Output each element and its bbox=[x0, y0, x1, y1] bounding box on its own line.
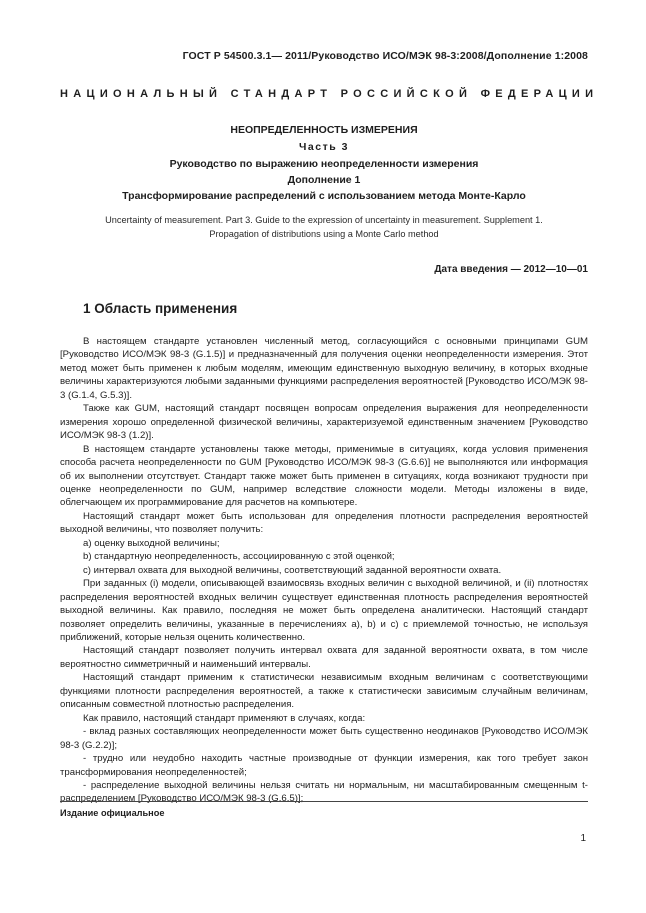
paragraph: Настоящий стандарт позволяет получить интервал охвата для заданной вероятности охвата, в том числе вероятностно симметричный и наименьший интервалы. bbox=[60, 645, 588, 670]
official-edition-label: Издание официальное bbox=[60, 808, 165, 818]
list-item: - распределение выходной величины нельзя считать ни нормальным, ни масштабированным смещенным t-распределением [Руководство ИСО/МЭК 98-3 (G.6.5)]; bbox=[60, 779, 588, 805]
english-title-line-2: Propagation of distributions using a Monte Carlo method bbox=[209, 229, 439, 239]
english-title bbox=[60, 213, 588, 241]
list-item: c) интервал охвата для выходной величины, соответствующий заданной вероятности охвата. bbox=[83, 564, 502, 576]
paragraph: Настоящий стандарт может быть использован для определения плотности распределения вероятностей выходной величины, что позволяет получить: bbox=[60, 510, 588, 536]
section-body bbox=[60, 335, 588, 806]
footer-divider bbox=[60, 801, 588, 802]
title-line-1: НЕОПРЕДЕЛЕННОСТЬ ИЗМЕРЕНИЯ bbox=[230, 124, 418, 136]
list-item: a) оценку выходной величины; bbox=[83, 537, 220, 549]
running-header: ГОСТ Р 54500.3.1— 2011/Руководство ИСО/МЭК 98-3:2008/Дополнение 1:2008 bbox=[182, 50, 588, 62]
list-item: - вклад разных составляющих неопределенности может быть существенно неодинаков [Руководство ИСО/МЭК 98-3 (G.2.2)]; bbox=[60, 726, 588, 751]
section-title: 1 Область применения bbox=[83, 301, 238, 316]
list-item: - трудно или неудобно находить частные производные от функции измерения, как того требует закон трансформирования неопределенностей; bbox=[60, 753, 588, 778]
title-part: Часть 3 bbox=[299, 141, 349, 153]
title-line-3: Руководство по выражению неопределенности измерения bbox=[169, 158, 479, 170]
national-standard-banner: НАЦИОНАЛЬНЫЙ СТАНДАРТ РОССИЙСКОЙ ФЕДЕРАЦИИ bbox=[60, 88, 599, 100]
paragraph: При заданных (i) модели, описывающей взаимосвязь входных величин с выходной величиной, и (ii) плотностях распределения вероятностей входных величин существует единственная плотность распределения вероятностей выходной величины. Как правило, последняя не может быть определена аналитически. Настоящий стандарт позволяет определить величины, указанные в перечислениях a), b) и c) с приемлемой точностью, не используя приближений, которые нельзя оценить количественно. bbox=[60, 578, 588, 643]
paragraph: Также как GUM, настоящий стандарт посвящен вопросам определения выражения для неопределенности измерения хорошо определенной физической величины, характеризуемой единственным значением [Руководство ИСО/МЭК 98-3 (1.2)]. bbox=[60, 403, 588, 442]
introduction-date: Дата введения — 2012—10—01 bbox=[434, 264, 588, 275]
list-item: b) стандартную неопределенность, ассоциированную с этой оценкой; bbox=[83, 551, 395, 563]
english-title-line-1: Uncertainty of measurement. Part 3. Guide to the expression of uncertainty in measurement. Supplement 1. bbox=[105, 215, 543, 225]
page-number: 1 bbox=[580, 833, 586, 844]
title-line-5: Трансформирование распределений с использованием метода Монте-Карло bbox=[122, 190, 526, 202]
paragraph: В настоящем стандарте установлены также методы, применимые в ситуациях, когда условия применения способа расчета неопределенности по GUM [Руководство ИСО/МЭК 98-3 (G.6.6)] не выполняются или информация об их выполнении отсутствует. Стандарт также может быть применен в ситуациях, когда возникают трудности при оценке неопределенности по GUM, например вследствие сложности модели. Методы изложены в виде, облегчающем их программирование для расчетов на компьютере. bbox=[60, 443, 588, 509]
paragraph: Настоящий стандарт применим к статистически независимым входным величинам с соответствующими функциями плотности распределения вероятностей, а также к статистически зависимым случайным величинам, описанным совместной плотностью распределения. bbox=[60, 672, 588, 711]
paragraph: В настоящем стандарте установлен численный метод, согласующийся с основными принципами GUM [Руководство ИСО/МЭК 98-3 (G.1.5)] и предназначенный для получения оценки неопределенности измерения. Этот метод может быть применен к любым моделям, имеющим единственную выходную величину, в которых входные величины характеризуются любыми заданными функциями распределения вероятностей [Руководство ИСО/МЭК 98-3 (G.1.4, G.5.3)]. bbox=[60, 336, 588, 401]
paragraph: Как правило, настоящий стандарт применяют в случаях, когда: bbox=[83, 712, 366, 724]
title-supplement: Дополнение 1 bbox=[287, 174, 361, 186]
